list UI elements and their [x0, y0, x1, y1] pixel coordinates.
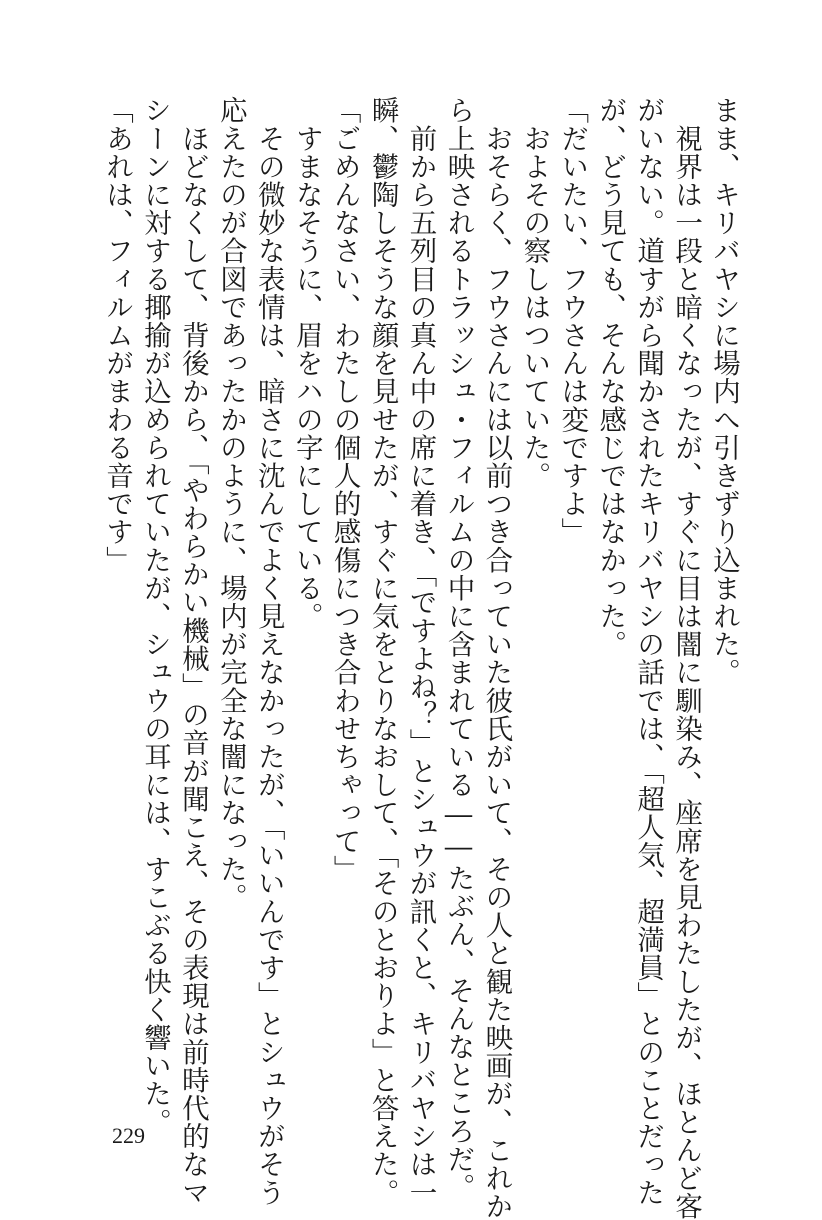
page-number: 229	[112, 1123, 145, 1148]
body-text-vertical: まま、キリバヤシに場内へ引きずり込まれた。 視界は一段と暗くなったが、すぐに目は闇に馴染み、座席を見わたしたが、ほとんど客 がいない。道すがら聞かされたキリバヤシの話では、「超人気、超満員」とのことだった が、どう見ても、そんな感じではなかった。 「だいたい、フウさんは変ですよ」 およその察しはついていた。 おそらく、フウさんには以前つき合っていた彼氏がいて、その人と観た映画が、これか ら上映されるトラッシュ・フィルムの中に含まれている――たぶん、そんなところだ。 前から五列目の真ん中の席に着き、「ですよね？」とシュウが訊くと、キリバヤシは一 瞬、鬱陶しそうな顔を見せたが、すぐに気をとりなおして、「そのとおりよ」と答えた。 「ごめんなさい、わたしの個人的感傷につき合わせちゃって」 すまなそうに、眉をハの字にしている。 その微妙な表情は、暗さに沈んでよく見えなかったが、「いいんです」とシュウがそう 応えたのが合図であったかのように、場内が完全な闇になった。 ほどなくして、背後から、「やわらかい機械」の音が聞こえ、その表現は前時代的なマ シーンに対する揶揄が込められていたが、シュウの耳には、すこぶる快く響いた。 「あれは、フィルムがまわる音です」	[101, 96, 740, 1220]
